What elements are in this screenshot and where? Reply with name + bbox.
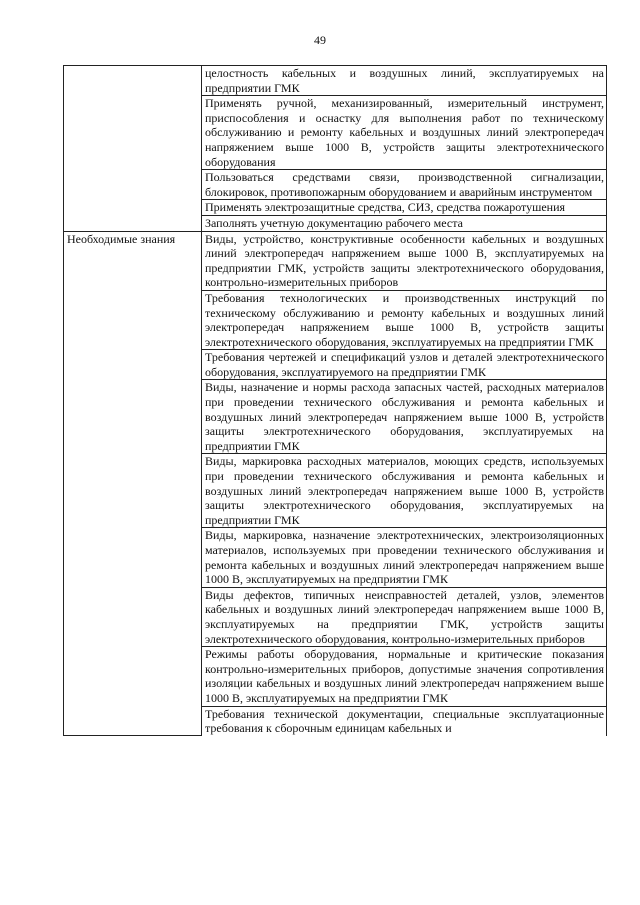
knowledge-item: Виды дефектов, типичных неисправностей деталей, узлов, элементов кабельных и воздушных линий электропередач напряжением выше 1000 В, эксплуатируемых на предприятии ГМК, устройств защиты электротехнического оборудования, контрольно-измерительных приборов [202,587,607,646]
knowledge-item: Режимы работы оборудования, нормальные и критические показания контрольно-измерительных приборов, допустимые значения сопротивления изоляции кабельных и воздушных линий электропередач напряжением выше 1000 В, эксплуатируемых на предприятии ГМК [202,647,607,706]
knowledge-item: Виды, назначение и нормы расхода запасных частей, расходных материалов при проведении технического обслуживания и ремонта кабельных и воздушных линий электропередач напряжением выше 1000 В, устройств защиты электротехнического оборудования, эксплуатируемых на предприятии ГМК [202,380,607,454]
knowledge-item: Требования чертежей и спецификаций узлов и деталей электротехнического оборудования, эксплуатируемого на предприятии ГМК [202,350,607,380]
knowledge-item: Виды, маркировка, назначение электротехнических, электроизоляционных материалов, используемых при проведении технического обслуживания и ремонта кабельных и воздушных линий электропередач напряжением выше 1000 В, эксплуатируемых на предприятии ГМК [202,528,607,587]
knowledge-item: Требования технической документации, специальные эксплуатационные требования к сборочным единицам кабельных и [202,706,607,736]
skill-item: Заполнять учетную документацию рабочего места [202,215,607,231]
knowledge-item: Виды, устройство, конструктивные особенности кабельных и воздушных линий электропередач напряжением выше 1000 В, эксплуатируемых на предприятии ГМК, устройств защиты электротехнического оборудования, контрольно-измерительных приборов [202,231,607,290]
skills-label-cell [64,66,202,232]
requirements-table [63,65,607,736]
skill-item: Применять электрозащитные средства, СИЗ, средства пожаротушения [202,200,607,216]
skill-item: Пользоваться средствами связи, производственной сигнализации, блокировок, противопожарным оборудованием и аварийным инструментом [202,170,607,200]
knowledge-item: Виды, маркировка расходных материалов, моющих средств, используемых при проведении технического обслуживания и ремонта кабельных и воздушных линий электропередач напряжением выше 1000 В, устройств защиты электротехнического оборудования, эксплуатируемых на предприятии ГМК [202,454,607,528]
table-row [64,231,607,290]
skill-item: Применять ручной, механизированный, измерительный инструмент, приспособления и оснастку для выполнения работ по техническому обслуживанию и ремонту кабельных и воздушных линий электропередач напряжением выше 1000 В, устройств защиты электротехнического оборудования [202,96,607,170]
table-row [64,66,607,96]
page-number: 49 [314,33,326,47]
skill-item: целостность кабельных и воздушных линий, эксплуатируемых на предприятии ГМК [202,66,607,96]
knowledge-label-cell: Необходимые знания [64,231,202,736]
knowledge-item: Требования технологических и производственных инструкций по техническому обслуживанию и ремонту кабельных и воздушных линий электропередач напряжением выше 1000 В, устройств защиты электротехнического оборудования, эксплуатируемых на предприятии ГМК [202,290,607,349]
